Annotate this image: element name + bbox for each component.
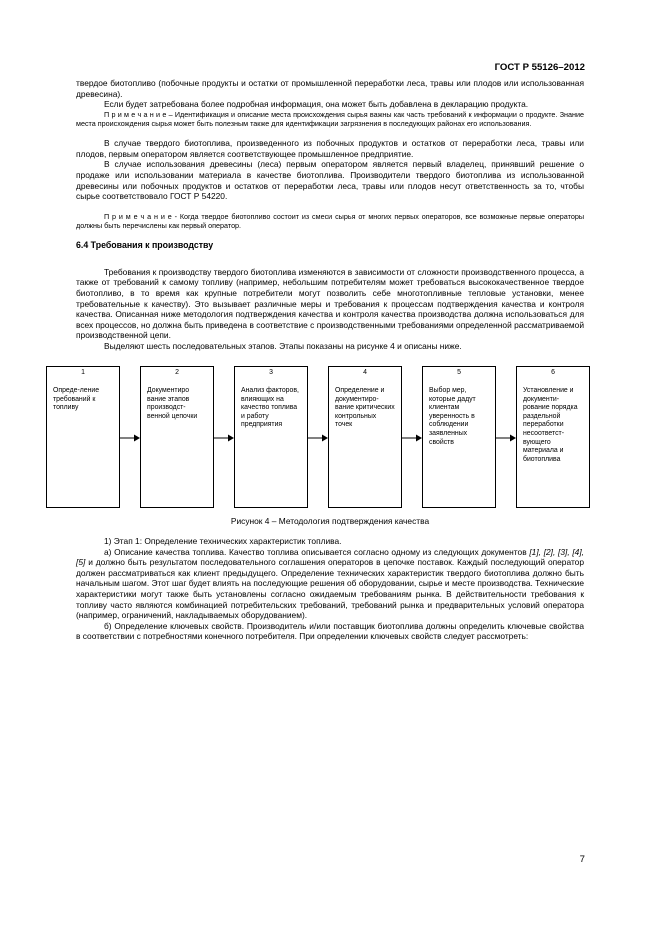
note-label: П р и м е ч а н и е [104,211,172,221]
paragraph: 1) Этап 1: Определение технических характеристик топлива. [104,536,342,547]
page-content [53,78,584,642]
step-number: 6 [551,368,555,376]
note [76,110,584,128]
step-box-4 [328,366,402,508]
note-text: – Идентификация и описание места происхождения сырья важны как часть требований к информации о продукте. Знание места происхождения сырья может быть полезным также для идентификации загрязнения в последующих районах его использования. [76,109,584,128]
page-number: 7 [579,854,585,865]
paragraph: твердое биотопливо (побочные продукты и остатки от промышленной переработки леса, травы или плодов или использованная древесина). [76,78,584,99]
text-run: и должно быть результатом последовательного соглашения операторов в цепочке поставок. Каждый последующий оператор должен рассматриваться как клиент предыдущего. Определение технических характеристик твердого биотоплива должно быть начальным шагом. Этот шаг будет влиять на последующие решения об оборудовании, сырье и месте производства. Технические характеристики могут также быть установлены согласно ожидаемым требованиям рынка. В действительности требования к топливу часто являются комбинацией потребительских требований, требований рынка и предварительных условий оператора (например, ограничений, накладываемых оборудованием). [76,557,584,621]
step-box-1 [46,366,120,508]
paragraph: Если будет затребована более подробная информация, она может быть добавлена в декларацию продукта. [104,99,529,110]
step-text: Установление и документи-рование порядка раздельной переработки несоответст-вующего материала и биотоплива [523,387,578,463]
paragraph [76,547,584,621]
section-title: 6.4 Требования к производству [76,240,214,251]
step-number: 5 [457,368,461,376]
step-number: 4 [363,368,367,376]
step-text: Документиро вание этапов производст-венной цепочки [147,387,198,420]
arrow-right-icon [496,434,516,442]
step-box-2 [140,366,214,508]
paragraph: Требования к производству твердого биотоплива изменяются в зависимости от сложности производственного процесса, а также от требований к самому топливу (например, небольшим потребителям может требоваться высококачественное твердое биотопливо, в то время как крупные потребители могут позволить себе многотопливные тепловые установки, менее требовательные к качеству). Это вызывает различные меры и требования к процессам подтверждения качества и контроля качества. Описанная ниже методология подтверждения качества и контроля качества производства должна использоваться для всех процессов, но должна быть приведена в соответствие с производственными требованиями определенной рассматриваемой производственной цепи. [76,266,584,341]
step-text: Анализ факторов, влияющих на качество топлива и работу предприятия [241,387,299,429]
step-box-3 [234,366,308,508]
arrow-right-icon [120,434,140,442]
step-text: Выбор мер, которые дадут клиентам уверенность в соблюдении заявленных свойств [429,387,476,446]
step-box-6 [516,366,590,508]
arrow-right-icon [402,434,422,442]
step-number: 1 [81,368,85,376]
arrow-right-icon [214,434,234,442]
bibliography-refs: [1], [2], [3], [4], [5] [76,546,584,568]
document-code: ГОСТ Р 55126–2012 [494,62,585,73]
paragraph: В случае твердого биотоплива, произведенного из побочных продуктов и остатков от переработки леса, травы или плодов, первым оператором является соответствующее промышленное предприятие. [76,138,584,159]
arrow-right-icon [308,434,328,442]
figure-caption: Рисунок 4 – Методология подтверждения качества [230,515,430,526]
step-number: 3 [269,368,273,376]
step-text: Определение и документиро-вание критических контрольных точек [335,387,395,429]
text-run: а) Описание качества топлива. Качество топлива описывается согласно одному из следующих документов [104,546,530,557]
quality-methodology-diagram [53,366,584,516]
paragraph: б) Определение ключевых свойств. Производитель и/или поставщик биотоплива должны определить ключевые свойства в соответствии с потребностями конечного потребителя. При определении ключевых свойств следует рассмотреть: [76,620,584,642]
note [76,212,584,230]
step-number: 2 [175,368,179,376]
note-label: П р и м е ч а н и е [104,109,167,119]
step-text: Опреде-ление требований к топливу [53,387,100,412]
paragraph: В случае использования древесины (леса) первым оператором является первый владелец, принявший решение о продаже или использовании материала в качестве биотоплива. Производители твердого биотоплива из использованной древесины или побочных продуктов и остатков от переработки леса, травы или плодов несут ответственность за то, чтобы сырье соответствовало ГОСТ Р 54220. [76,159,584,202]
note-text: - Когда твердое биотопливо состоит из смеси сырья от многих первых операторов, все возможные первые операторы должны быть перечислены как первый оператор. [76,211,584,230]
step-box-5 [422,366,496,508]
paragraph: Выделяют шесть последовательных этапов. Этапы показаны на рисунке 4 и описаны ниже. [104,340,462,351]
